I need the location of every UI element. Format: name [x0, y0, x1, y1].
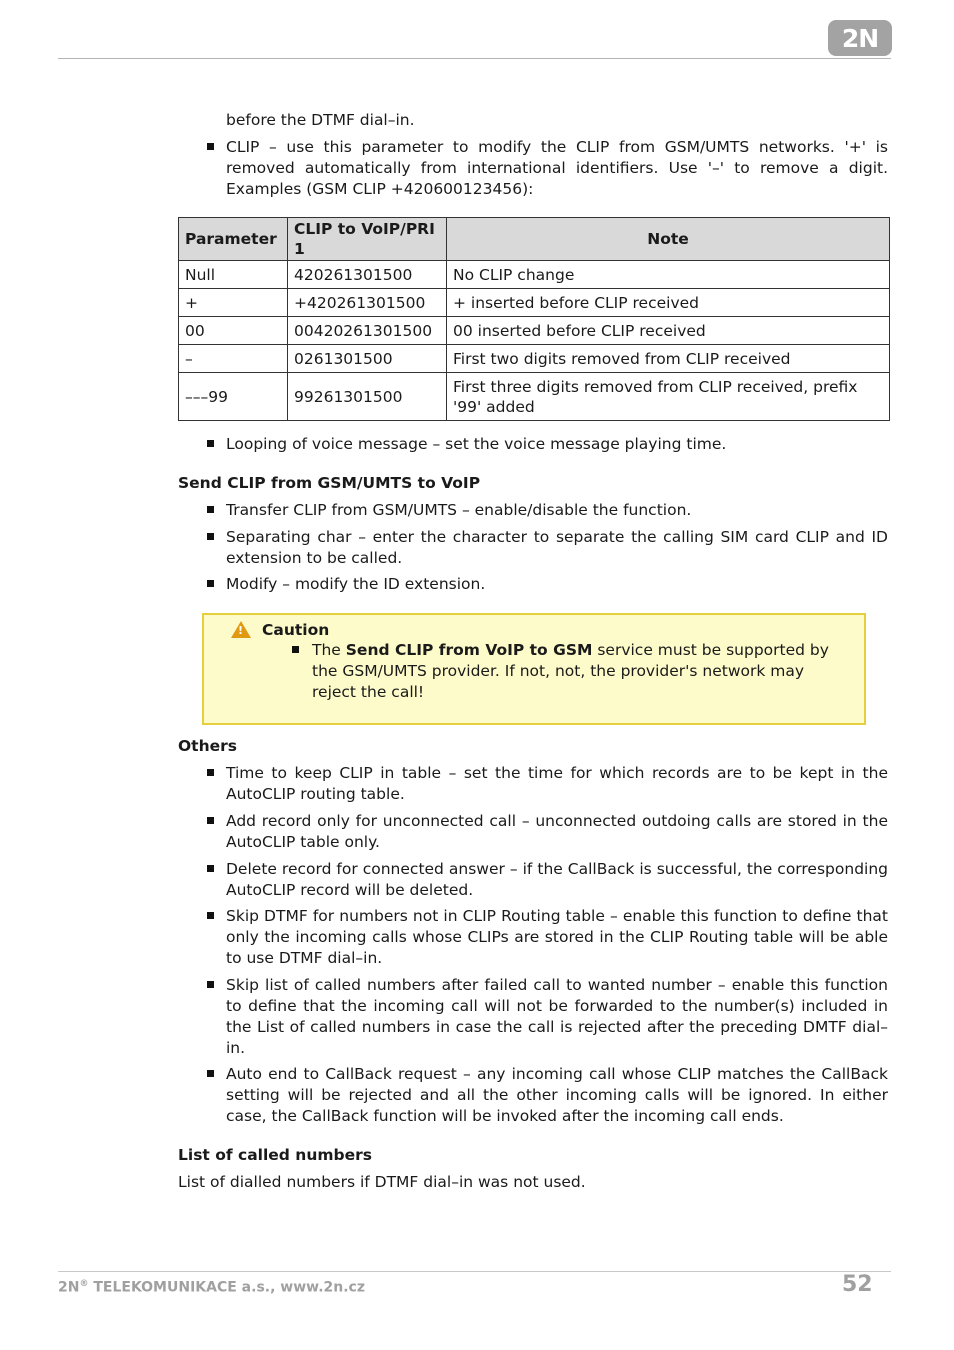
table-cell: First two digits removed from CLIP received — [447, 345, 890, 373]
table-cell: 0261301500 — [288, 345, 447, 373]
list-item-clip: CLIP – use this parameter to modify the CLIP from GSM/UMTS networks. '+' is removed automatically from international identifiers. Use '–' to remove a digit. Examples (GSM CLIP +420600123456): — [207, 137, 888, 200]
table-cell: No CLIP change — [447, 261, 890, 289]
section-heading-others: Others — [178, 737, 238, 755]
caution-box — [202, 613, 866, 725]
bullet-icon — [207, 912, 214, 919]
page-number: 52 — [842, 1272, 873, 1297]
table-header-row — [179, 218, 890, 261]
bullet-icon — [207, 580, 214, 587]
table-cell: – — [179, 345, 288, 373]
bullet-icon — [207, 533, 214, 540]
bullet-icon — [207, 865, 214, 872]
table-cell: 00420261301500 — [288, 317, 447, 345]
section-heading-called-numbers: List of called numbers — [178, 1146, 372, 1164]
list-item: Skip list of called numbers after failed call to wanted number – enable this function to define that the incoming call will not be forwarded to the number(s) included in the List of called numbers in case the call is rejected after the preceding DMTF dial–in. — [207, 975, 888, 1059]
table-row — [179, 317, 890, 345]
table-cell: +420261301500 — [288, 289, 447, 317]
bullet-icon — [292, 646, 299, 653]
bullet-icon — [207, 769, 214, 776]
continuation-text: before the DTMF dial–in. — [226, 111, 415, 129]
caution-bullet — [292, 640, 832, 703]
table-row — [179, 345, 890, 373]
bullet-icon — [207, 1070, 214, 1077]
clip-examples-table — [178, 217, 890, 421]
table-cell: –––99 — [179, 373, 288, 421]
list-item: Auto end to CallBack request – any incoming call whose CLIP matches the CallBack setting will be rejected and all the other incoming calls will be ignored. In either case, the CallBack function will be invoked after the incoming call ends. — [207, 1064, 888, 1127]
column-header-parameter: Parameter — [179, 218, 288, 261]
table-row — [179, 289, 890, 317]
list-item: Delete record for connected answer – if the CallBack is successful, the corresponding AutoCLIP record will be deleted. — [207, 859, 888, 901]
caution-title: Caution — [262, 621, 330, 639]
table-cell: + inserted before CLIP received — [447, 289, 890, 317]
called-numbers-text: List of dialled numbers if DTMF dial–in was not used. — [178, 1173, 586, 1191]
list-item: Modify – modify the ID extension. — [207, 574, 888, 595]
bullet-icon — [207, 143, 214, 150]
table-cell: 00 — [179, 317, 288, 345]
footer-company: 2N® TELEKOMUNIKACE a.s., www.2n.cz — [58, 1279, 365, 1296]
bullet-icon — [207, 506, 214, 513]
list-item: Transfer CLIP from GSM/UMTS – enable/disable the function. — [207, 500, 888, 521]
table-cell: Null — [179, 261, 288, 289]
column-header-clip: CLIP to VoIP/PRI 1 — [288, 218, 447, 261]
table-cell: 00 inserted before CLIP received — [447, 317, 890, 345]
bullet-icon — [207, 817, 214, 824]
table-row — [179, 373, 890, 421]
section-heading-send-clip: Send CLIP from GSM/UMTS to VoIP — [178, 474, 481, 492]
footer-divider — [58, 1271, 891, 1272]
warning-icon: ! — [231, 621, 251, 638]
table-cell: First three digits removed from CLIP received, prefix '99' added — [447, 373, 890, 421]
header-divider — [58, 58, 891, 59]
caution-text: The Send CLIP from VoIP to GSM service must be supported by the GSM/UMTS provider. If not, not, the provider's network may reject the call! — [312, 641, 829, 701]
column-header-note: Note — [447, 218, 890, 261]
list-item: Skip DTMF for numbers not in CLIP Routing table – enable this function to define that only the incoming calls whose CLIPs are stored in the CLIP Routing table will be able to use DTMF dial–in. — [207, 906, 888, 969]
bullet-icon — [207, 440, 214, 447]
list-item: Add record only for unconnected call – unconnected outdoing calls are stored in the AutoCLIP table only. — [207, 811, 888, 853]
bullet-icon — [207, 981, 214, 988]
list-item: Time to keep CLIP in table – set the time for which records are to be kept in the AutoCLIP routing table. — [207, 763, 888, 805]
table-cell: + — [179, 289, 288, 317]
company-logo: 2N — [828, 20, 892, 56]
table-row — [179, 261, 890, 289]
list-item-looping: Looping of voice message – set the voice message playing time. — [207, 434, 888, 455]
list-item: Separating char – enter the character to separate the calling SIM card CLIP and ID extension to be called. — [207, 527, 888, 569]
table-cell: 420261301500 — [288, 261, 447, 289]
table-cell: 99261301500 — [288, 373, 447, 421]
